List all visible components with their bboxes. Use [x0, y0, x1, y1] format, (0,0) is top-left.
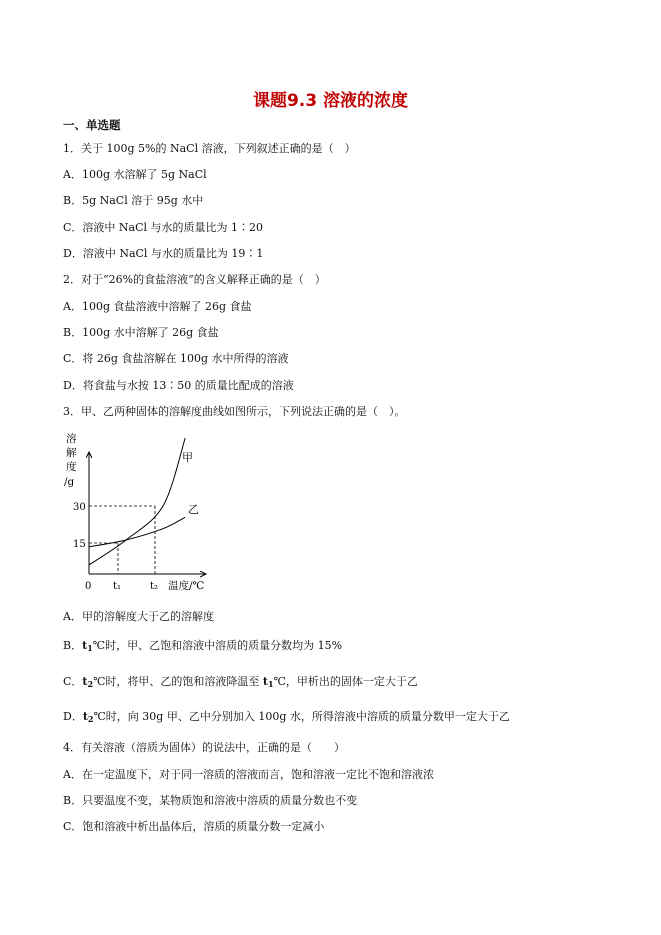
question-1-stem: 1．关于 100g 5%的 NaCl 溶液，下列叙述正确的是（ ）	[63, 142, 356, 155]
section-heading: 一、单选题	[63, 118, 121, 132]
series-jia-curve	[89, 438, 185, 565]
x-tick-t2: t₂	[150, 581, 159, 592]
x-axis-label: 温度/℃	[168, 580, 205, 592]
q4-option-c: C．饱和溶液中析出晶体后，溶质的质量分数一定减小	[63, 820, 325, 833]
q3-option-c: C．$t_2℃$时，将甲、乙的饱和溶液降温至 $t_1℃$，甲析出的固体一定大于乙	[63, 675, 418, 689]
q2-option-c: C．将 26g 食盐溶解在 100g 水中所得的溶液	[63, 352, 289, 365]
q3-option-d: D．$t_2℃$时，向 30g 甲、乙中分别加入 100g 水，所得溶液中溶质的质量分数甲一定大于乙	[63, 710, 510, 724]
question-3-stem: 3．甲、乙两种固体的溶解度曲线如图所示，下列说法正确的是（ ）。	[63, 405, 406, 418]
series-jia-label: 甲	[182, 451, 193, 464]
question-2-stem: 2．对于“26%的食盐溶液”的含义解释正确的是（ ）	[63, 273, 326, 286]
q2-option-d: D．将食盐与水按 13∶50 的质量比配成的溶液	[63, 379, 294, 392]
page-title: 课题9.3 溶液的浓度	[252, 91, 409, 111]
y-axis-label-3: 度	[66, 461, 77, 473]
q1-option-d: D．溶液中 NaCl 与水的质量比为 19∶1	[63, 247, 264, 260]
q1-option-b: B．5g NaCl 溶于 95g 水中	[63, 194, 204, 207]
q4-option-a: A．在一定温度下，对于同一溶质的溶液而言，饱和溶液一定比不饱和溶液浓	[63, 768, 434, 781]
question-4-stem: 4．有关溶液（溶质为固体）的说法中，正确的是（ ）	[63, 741, 345, 754]
q4-option-b: B．只要温度不变，某物质饱和溶液中溶质的质量分数也不变	[63, 794, 358, 807]
x-tick-0: 0	[85, 581, 92, 592]
q1-option-a: A．100g 水溶解了 5g NaCl	[63, 168, 207, 181]
q1-option-c: C．溶液中 NaCl 与水的质量比为 1∶20	[63, 221, 264, 234]
y-axis-label-1: 溶	[66, 433, 77, 445]
solubility-chart	[60, 430, 220, 600]
q3-option-b: B．$t_1℃$时，甲、乙饱和溶液中溶质的质量分数均为 15%	[63, 639, 343, 653]
y-axis-label-4: /g	[64, 476, 75, 488]
series-yi-label: 乙	[188, 503, 199, 516]
q2-option-a: A．100g 食盐溶液中溶解了 26g 食盐	[63, 300, 252, 313]
y-axis-label-2: 解	[66, 447, 77, 459]
q2-option-b: B．100g 水中溶解了 26g 食盐	[63, 326, 219, 339]
y-tick-15: 15	[73, 539, 86, 550]
y-tick-30: 30	[73, 502, 86, 513]
q3-option-a: A．甲的溶解度大于乙的溶解度	[63, 610, 214, 623]
x-tick-t1: t₁	[113, 581, 122, 592]
